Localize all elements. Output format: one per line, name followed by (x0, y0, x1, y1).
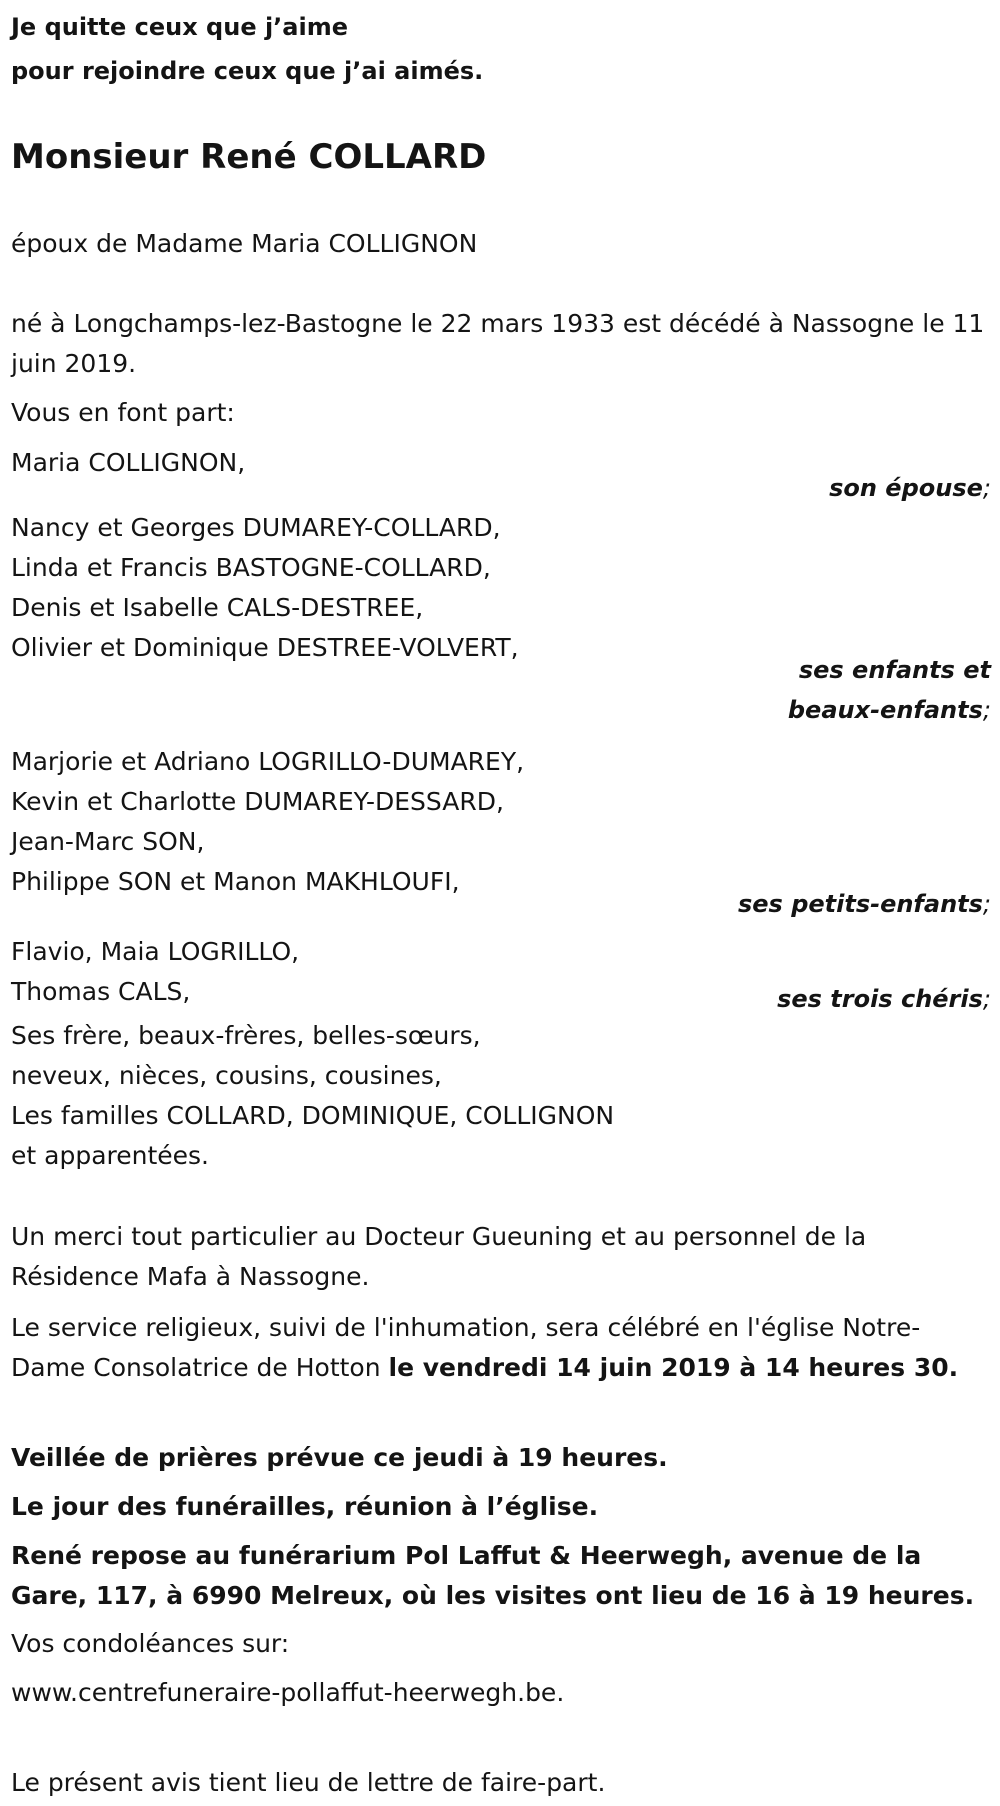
list-item: Kevin et Charlotte DUMAREY-DESSARD, (11, 787, 504, 816)
role-punct: ; (982, 696, 991, 724)
list-item: Jean-Marc SON, (11, 827, 205, 856)
role-label: ses trois chéris (777, 985, 983, 1013)
role-grandchildren (738, 884, 991, 924)
condolences-link[interactable]: www.centrefuneraire-pollaffut-heerwegh.be. (11, 1678, 565, 1707)
repose-text: René repose au funérarium Pol Laffut & Heerwegh, avenue de la Gare, 117, à 6990 Melreux, où les visites ont lieu de 16 à 19 heures. (11, 1541, 975, 1610)
epigraph (11, 5, 483, 93)
spouse-line: époux de Madame Maria COLLIGNON (11, 229, 478, 258)
condolences-intro: Vos condoléances sur: (11, 1629, 290, 1658)
list-item: Les familles COLLARD, DOMINIQUE, COLLIGNON (11, 1101, 615, 1130)
list-item: et apparentées. (11, 1141, 209, 1170)
list-item: neveux, nièces, cousins, cousines, (11, 1061, 442, 1090)
list-item: Marjorie et Adriano LOGRILLO-DUMAREY, (11, 747, 525, 776)
meeting-text: Le jour des funérailles, réunion à l’église. (11, 1492, 599, 1521)
list-item: Denis et Isabelle CALS-DESTREE, (11, 593, 424, 622)
extended-family (11, 1016, 614, 1176)
children-names (11, 508, 519, 668)
list-item: Philippe SON et Manon MAKHLOUFI, (11, 867, 460, 896)
role-label: ses petits-enfants (737, 890, 983, 918)
notice-text: Le présent avis tient lieu de lettre de faire-part. (11, 1768, 606, 1797)
role-great-grandchildren (777, 979, 991, 1019)
role-punct: ; (982, 890, 991, 918)
list-item: Maria COLLIGNON, (11, 448, 246, 477)
role-punct: ; (982, 985, 991, 1013)
epigraph-line-2: pour rejoindre ceux que j’ai aimés. (11, 57, 484, 85)
birth-death-text: né à Longchamps-lez-Bastogne le 22 mars 1933 est décédé à Nassogne le 11 juin 2019. (11, 309, 985, 378)
announcers-intro: Vous en font part: (11, 398, 235, 427)
service-description: Le service religieux, suivi de l'inhumation, sera célébré en l'église Notre-Dame Consolatrice de Hotton (11, 1313, 921, 1382)
list-item: Olivier et Dominique DESTREE-VOLVERT, (11, 633, 519, 662)
role-label-line-2: beaux-enfants (787, 696, 983, 724)
role-children (788, 650, 991, 730)
role-label-line-1: ses enfants et (798, 656, 991, 684)
vigil-text: Veillée de prières prévue ce jeudi à 19 heures. (11, 1443, 668, 1472)
list-item: Thomas CALS, (11, 977, 191, 1006)
grandchildren-names (11, 742, 524, 902)
role-punct: ; (982, 474, 991, 502)
great-grandchildren-names (11, 932, 299, 1012)
thanks-text: Un merci tout particulier au Docteur Gueuning et au personnel de la Résidence Mafa à Nassogne. (11, 1222, 867, 1291)
spouse-names (11, 443, 245, 483)
list-item: Flavio, Maia LOGRILLO, (11, 937, 300, 966)
list-item: Ses frère, beaux-frères, belles-sœurs, (11, 1021, 481, 1050)
service-text (11, 1308, 991, 1388)
role-label: son épouse (829, 474, 983, 502)
epigraph-line-1: Je quitte ceux que j’aime (11, 13, 349, 41)
service-datetime: le vendredi 14 juin 2019 à 14 heures 30. (388, 1353, 959, 1382)
deceased-name: Monsieur René COLLARD (11, 137, 487, 177)
list-item: Nancy et Georges DUMAREY-COLLARD, (11, 513, 501, 542)
list-item: Linda et Francis BASTOGNE-COLLARD, (11, 553, 491, 582)
role-spouse (829, 468, 991, 508)
